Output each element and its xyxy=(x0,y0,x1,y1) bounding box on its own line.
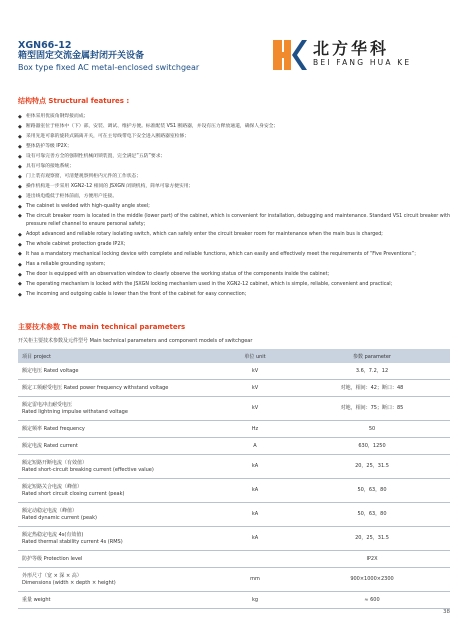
parameter-cell: 对地，相间：75；断口：85 xyxy=(294,397,450,421)
unit-cell xyxy=(216,551,294,568)
parameter-cell: ≈ 600 xyxy=(294,592,450,609)
structural-features-list xyxy=(18,112,450,300)
table-row xyxy=(18,592,450,609)
feature-item: ◆ 操作机构进一步采用 XGN2-12 相同的 JSXGN 闭锁机构，简单可靠方便实用； xyxy=(18,182,450,192)
project-text: 额定电压 Rated voltage xyxy=(22,367,79,374)
parameter-cell: 对地，相间：42；断口：48 xyxy=(294,380,450,397)
project-cell xyxy=(18,592,216,609)
logo-k-arm-upper xyxy=(292,40,307,55)
unit-cell: mm xyxy=(216,568,294,592)
logo-crossbar xyxy=(273,52,291,58)
feature-item: ◆ 柜体采用优质角钢焊接而成； xyxy=(18,112,450,122)
column-header-parameter: 参数 parameter xyxy=(294,349,450,363)
feature-item: ◆ It has a mandatory mechanical locking device with complete and reliable functions, which can easily and effectively meet the requirements of “Five Preventions”； xyxy=(18,250,450,260)
project-text-en: Rated thermal stability current 4s (RMS) xyxy=(22,538,123,545)
project-cell xyxy=(18,380,216,397)
project-cell xyxy=(18,568,216,592)
project-cell xyxy=(18,479,216,503)
feature-item: ◆ 采用先进可靠的旋转式隔离开关，可在主母线带电下安全进入断路器室检修； xyxy=(18,132,450,142)
title-english: Box type fixed AC metal-enclosed switchgear xyxy=(18,63,200,72)
page-number: 38 xyxy=(443,609,450,615)
parameter-cell: 900×1000×2300 xyxy=(294,568,450,592)
project-text-en: Dimensions (width × depth × height) xyxy=(22,579,116,586)
feature-item: ◆ 门上装有观察窗，可清楚观察到柜内元件的工作状态； xyxy=(18,172,450,182)
parameter-cell: 3.6，7.2，12 xyxy=(294,363,450,380)
table-row xyxy=(18,503,450,527)
unit-cell: kV xyxy=(216,380,294,397)
table-header-row xyxy=(18,349,450,363)
title-block xyxy=(18,40,199,73)
project-text-cn: 额定动稳定电流（峰值） xyxy=(22,507,78,514)
table-row xyxy=(18,438,450,455)
project-text-cn: 额定雷电冲击耐受电压 xyxy=(22,401,73,408)
feature-item: ◆ 设有可靠完善方全的强制性机械闭锁装置，完全满足“五防”要求； xyxy=(18,152,450,162)
feature-item: ◆ 进出线电缆低于柜体前面，方便用户连接。 xyxy=(18,192,450,202)
parameter-cell: IP2X xyxy=(294,551,450,568)
unit-cell: kA xyxy=(216,503,294,527)
table-row xyxy=(18,380,450,397)
table-row xyxy=(18,551,450,568)
table-caption: 开关柜主要技术参数及元件型号 Main technical parameters and component models of switchgear xyxy=(18,338,253,344)
feature-item: ◆ The operating mechanism is locked with the JSXGN locking mechanism used in the XGN2-12 cabinet, which is simple, reliable, convenient and practical; xyxy=(18,280,450,290)
table-row xyxy=(18,479,450,503)
feature-item: ◆ 具有可靠的接地系统； xyxy=(18,162,450,172)
project-text-en: Rated short circuit closing current (peak) xyxy=(22,490,125,497)
feature-item: ◆ Has a reliable grounding system; xyxy=(18,260,450,270)
unit-cell: kA xyxy=(216,479,294,503)
unit-cell: kV xyxy=(216,363,294,380)
table-row xyxy=(18,421,450,438)
project-text-cn: 额定短路开断电流（有效值） xyxy=(22,459,88,466)
project-cell xyxy=(18,527,216,551)
project-cell xyxy=(18,503,216,527)
parameter-cell: 20，25，31.5 xyxy=(294,455,450,479)
feature-item: ◆ The circuit breaker room is located in the middle (lower part) of the cabinet, which is convenient for installation, debugging and maintenance. Standard VS1 circuit breaker with pressure relief channel to ensure personal safety; xyxy=(18,212,450,230)
hk-logo-icon xyxy=(273,40,307,70)
unit-cell: kA xyxy=(216,455,294,479)
project-cell xyxy=(18,551,216,568)
project-text: 额定电流 Rated current xyxy=(22,442,78,449)
structural-features-title: 结构特点 Structural features : xyxy=(18,97,130,105)
column-header-unit: 单位 unit xyxy=(216,349,294,363)
project-cell xyxy=(18,363,216,380)
parameter-cell: 20，25，31.5 xyxy=(294,527,450,551)
table-row xyxy=(18,568,450,592)
project-text: 额定工频耐受电压 Rated power frequency withstand voltage xyxy=(22,384,169,391)
table-row xyxy=(18,527,450,551)
feature-item: ◆ The incoming and outgoing cable is lower than the front of the cabinet for easy connection; xyxy=(18,290,450,300)
unit-cell: kA xyxy=(216,527,294,551)
project-cell xyxy=(18,438,216,455)
unit-cell: kV xyxy=(216,397,294,421)
feature-item: ◆ The door is equipped with an observation window to clearly observe the working status of the components inside the cabinet; xyxy=(18,270,450,280)
project-cell xyxy=(18,455,216,479)
project-text-en: Rated short-circuit breaking current (effective value) xyxy=(22,466,154,473)
project-text-cn: 额定短路关合电流（峰值） xyxy=(22,483,83,490)
unit-cell: kg xyxy=(216,592,294,609)
unit-cell: A xyxy=(216,438,294,455)
parameter-cell: 50，63，80 xyxy=(294,503,450,527)
parameter-cell: 50，63，80 xyxy=(294,479,450,503)
feature-item: ◆ The whole cabinet protection grade IP2X; xyxy=(18,240,450,250)
project-text: 防护等级 Protection level xyxy=(22,555,83,562)
logo-english: BEI FANG HUA KE xyxy=(313,58,412,67)
feature-item: ◆ 整体防护等级 IP2X； xyxy=(18,142,450,152)
technical-parameters-table xyxy=(18,349,450,609)
table-row xyxy=(18,363,450,380)
logo-text xyxy=(313,40,458,68)
project-cell xyxy=(18,397,216,421)
logo-k-arm-lower xyxy=(292,55,307,70)
column-header-project: 项目 project xyxy=(18,349,216,363)
feature-item: ◆ The cabinet is welded with high-quality angle steel; xyxy=(18,202,450,212)
project-text-cn: 额定热稳定电流 4s(有效值) xyxy=(22,531,84,538)
title-chinese: 箱型固定交流金属封闭开关设备 xyxy=(18,51,145,61)
parameter-cell: 630，1250 xyxy=(294,438,450,455)
project-text: 额定频率 Rated frequency xyxy=(22,425,85,432)
technical-parameters-title: 主要技术参数 The main technical parameters xyxy=(18,323,186,331)
unit-cell: Hz xyxy=(216,421,294,438)
product-model: XGN66-12 xyxy=(18,40,72,51)
project-text: 重量 weight xyxy=(22,596,51,603)
feature-item: ◆ Adopt advanced and reliable rotary isolating switch, which can safely enter the circuit breaker room for maintenance when the main bus is charged; xyxy=(18,230,450,240)
project-cell xyxy=(18,421,216,438)
parameter-cell: 50 xyxy=(294,421,450,438)
feature-item: ◆ 断路器室位于柜体中（下）部，安装、调试、维护方便。标准配装 VS1 断路器，并设有压力释放通道，确保人身安全； xyxy=(18,122,450,132)
project-text-en: Rated dynamic current (peak) xyxy=(22,514,97,521)
table-row xyxy=(18,455,450,479)
logo-chinese: 北方华科 xyxy=(313,39,390,58)
table-row xyxy=(18,397,450,421)
project-text-en: Rated lightning impulse withstand voltage xyxy=(22,408,128,415)
document-header xyxy=(18,40,458,76)
brand-logo xyxy=(273,40,463,70)
project-text-cn: 外形尺寸（宽 × 深 × 高） xyxy=(22,572,82,579)
